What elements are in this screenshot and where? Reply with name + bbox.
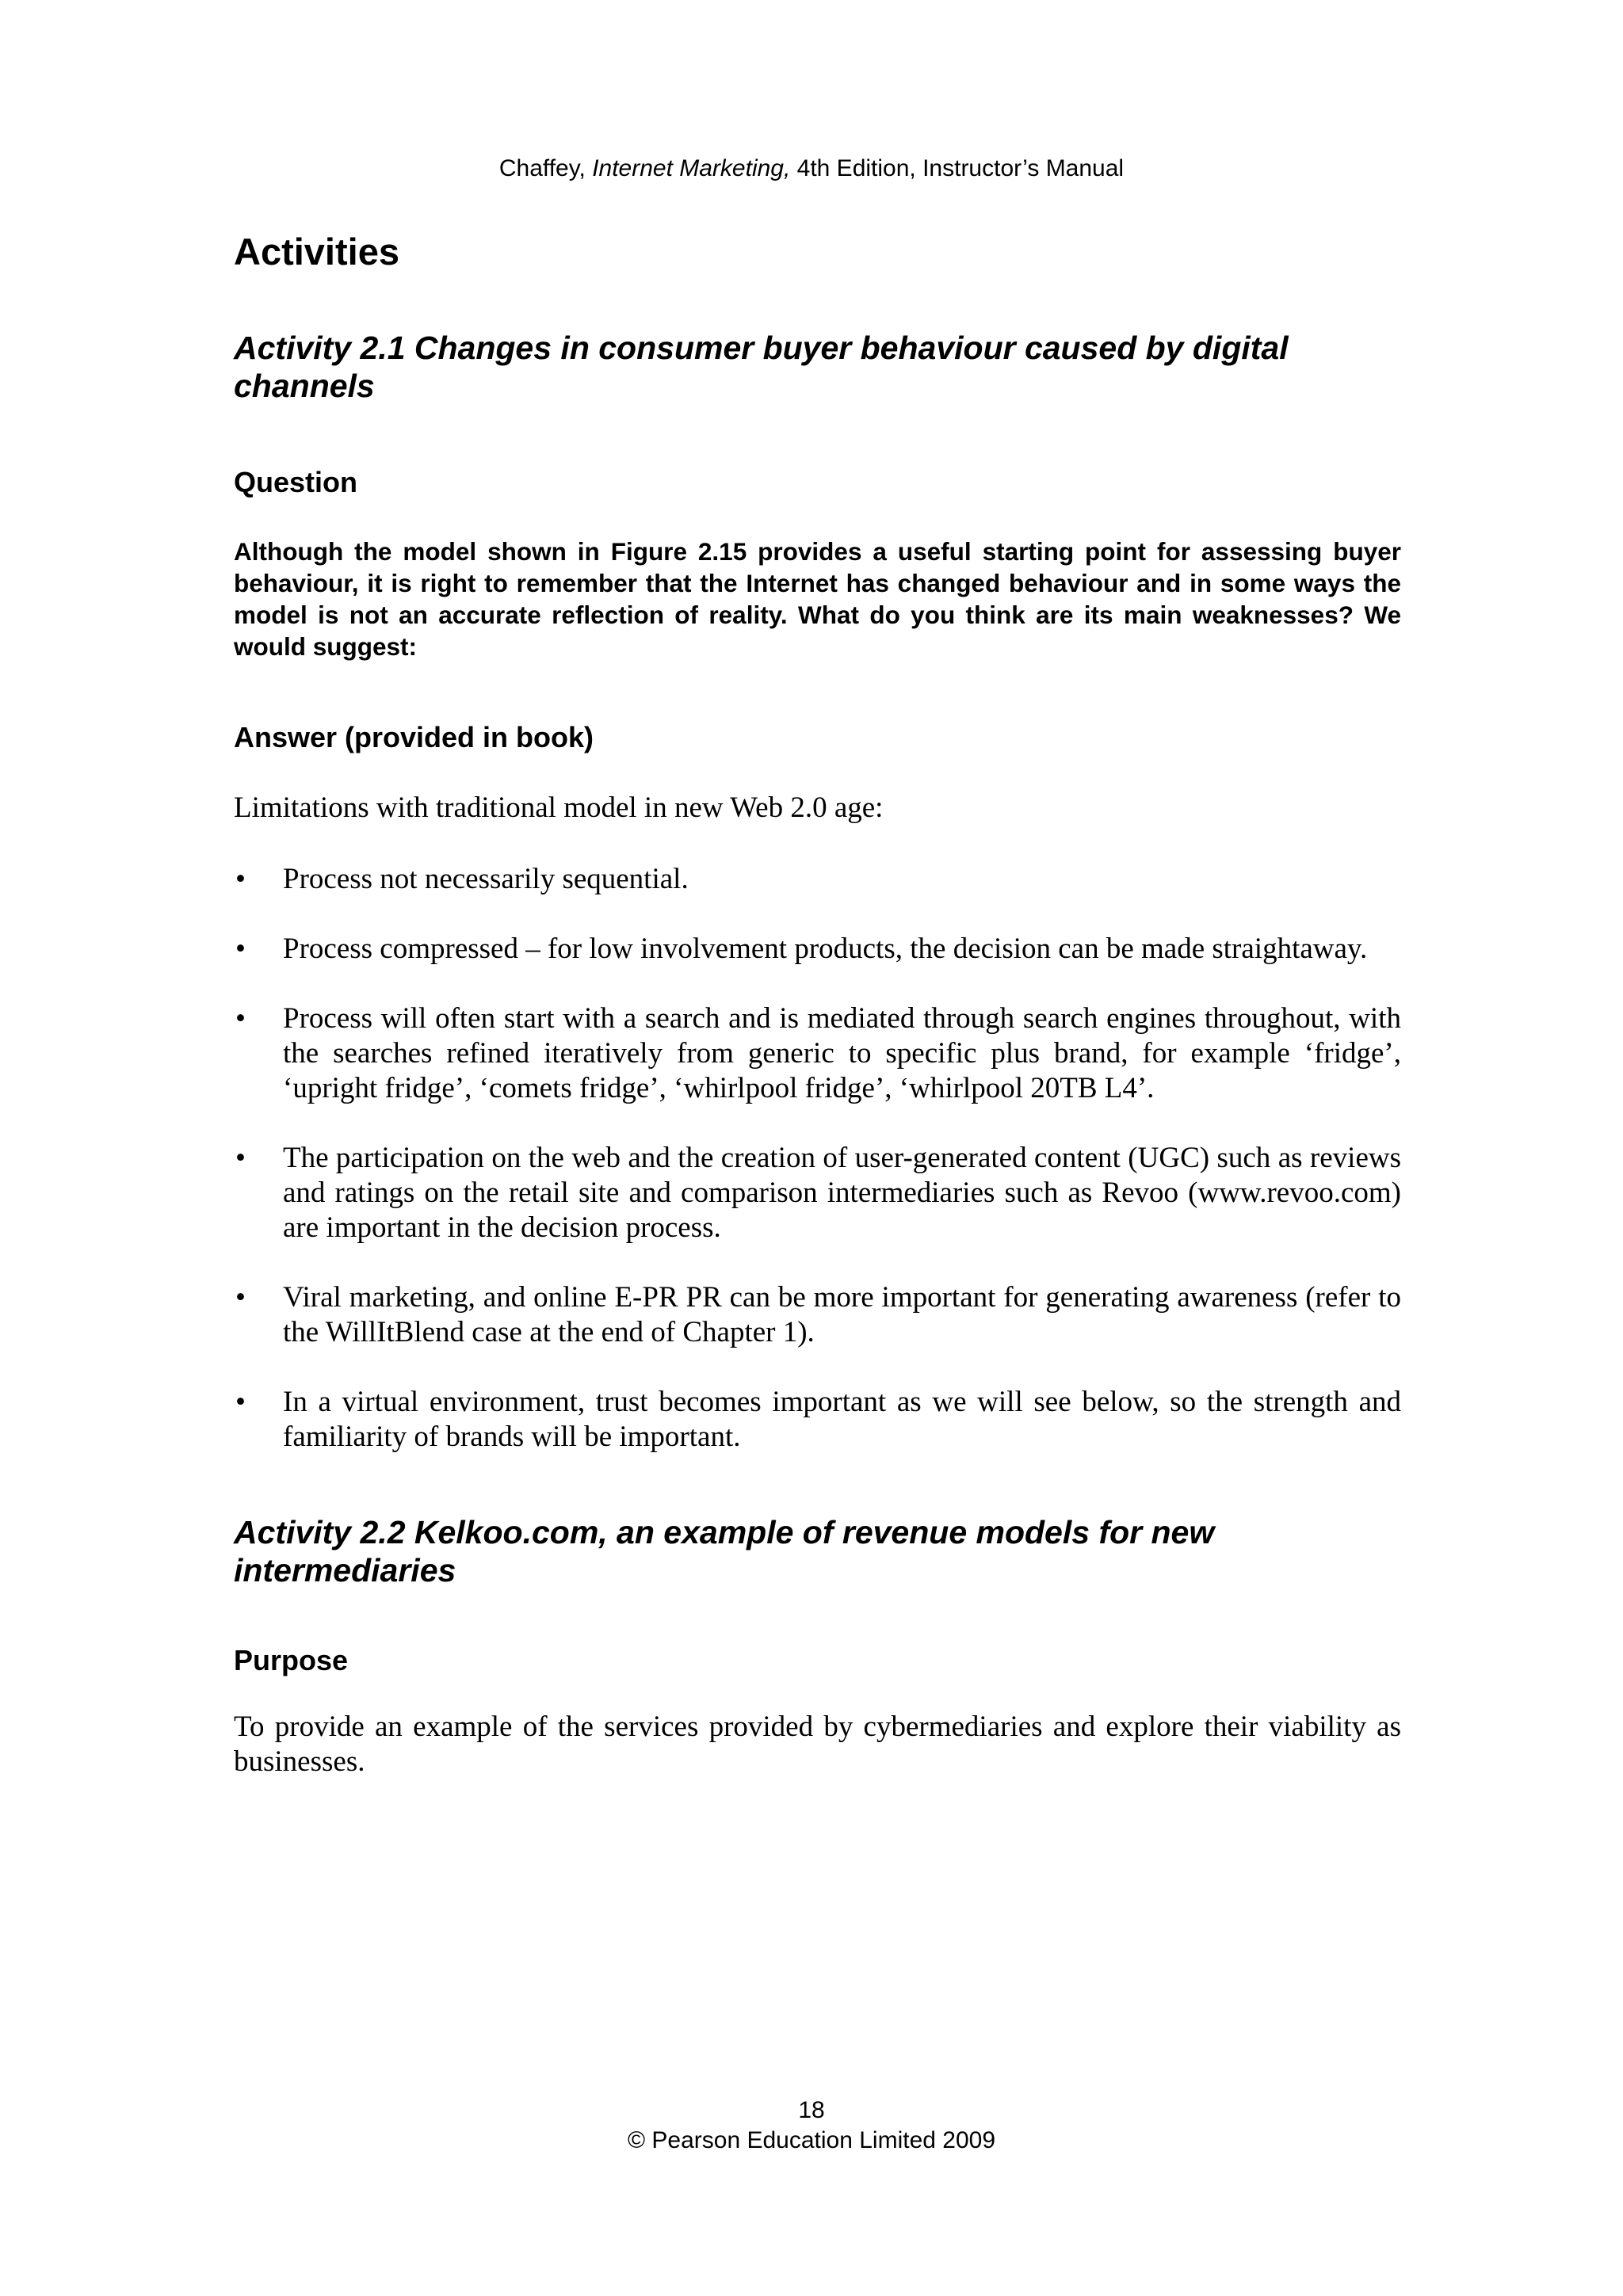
copyright-notice: © Pearson Education Limited 2009 [627, 2127, 996, 2153]
bullet-text: Process not necessarily sequential. [283, 863, 689, 895]
page-number: 18 [798, 2097, 825, 2123]
answer-heading: Answer (provided in book) [234, 721, 594, 753]
bullet-icon: • [235, 863, 246, 895]
section-title: Activities [234, 231, 399, 273]
activity-2-1-title: Activity 2.1 Changes in consumer buyer behaviour caused by digital channels [234, 330, 1289, 404]
bullet-icon: • [235, 1142, 246, 1174]
header-edition: 4th Edition, Instructor’s Manual [790, 155, 1125, 181]
bullet-icon: • [235, 933, 246, 965]
bullet-text: Process will often start with a search and is mediated through search engines throughout, with the searches refined iteratively from generic to specific plus brand, for example ‘fridge’, ‘upright fridge’, ‘comets fridge’, ‘whirlpool fridge’, ‘whirlpool 20TB L4’. [283, 1002, 1401, 1104]
bullet-text: Viral marketing, and online E-PR PR can be more important for generating awareness (refer to the WillItBlend case at the end of Chapter 1). [283, 1281, 1401, 1348]
list-item [234, 932, 1401, 967]
question-text: Although the model shown in Figure 2.15 provides a useful starting point for assessing buyer behaviour, it is right to remember that the Internet has changed behaviour and in some ways the model is not an accurate reflection of reality. What do you think are its main weaknesses? We would suggest: [234, 537, 1401, 661]
bullet-text: Process compressed – for low involvement products, the decision can be made straightaway. [283, 933, 1368, 965]
header-author: Chaffey, [498, 155, 593, 181]
question-heading: Question [234, 466, 358, 498]
answer-intro: Limitations with traditional model in new Web 2.0 age: [234, 791, 884, 824]
purpose-heading: Purpose [234, 1644, 349, 1676]
purpose-text: To provide an example of the services provided by cybermediaries and explore their viability as businesses. [234, 1711, 1401, 1778]
list-item [234, 1141, 1401, 1245]
list-item [234, 1385, 1401, 1455]
bullet-text: The participation on the web and the creation of user-generated content (UGC) such as reviews and ratings on the retail site and comparison intermediaries such as Revoo (www.revoo.com) are important in the decision process. [283, 1142, 1401, 1244]
running-header [0, 155, 1623, 182]
list-item [234, 862, 1401, 897]
list-item [234, 1280, 1401, 1350]
header-book-title: Internet Marketing, [592, 155, 791, 181]
list-item [234, 1001, 1401, 1106]
bullet-icon: • [235, 1281, 246, 1314]
bullet-text: In a virtual environment, trust becomes important as we will see below, so the strength and familiarity of brands will be important. [283, 1386, 1401, 1453]
bullet-icon: • [235, 1386, 246, 1418]
bullet-icon: • [235, 1002, 246, 1035]
activity-2-2-title: Activity 2.2 Kelkoo.com, an example of revenue models for new intermediaries [234, 1514, 1215, 1589]
answer-bullet-list [234, 862, 1401, 1489]
